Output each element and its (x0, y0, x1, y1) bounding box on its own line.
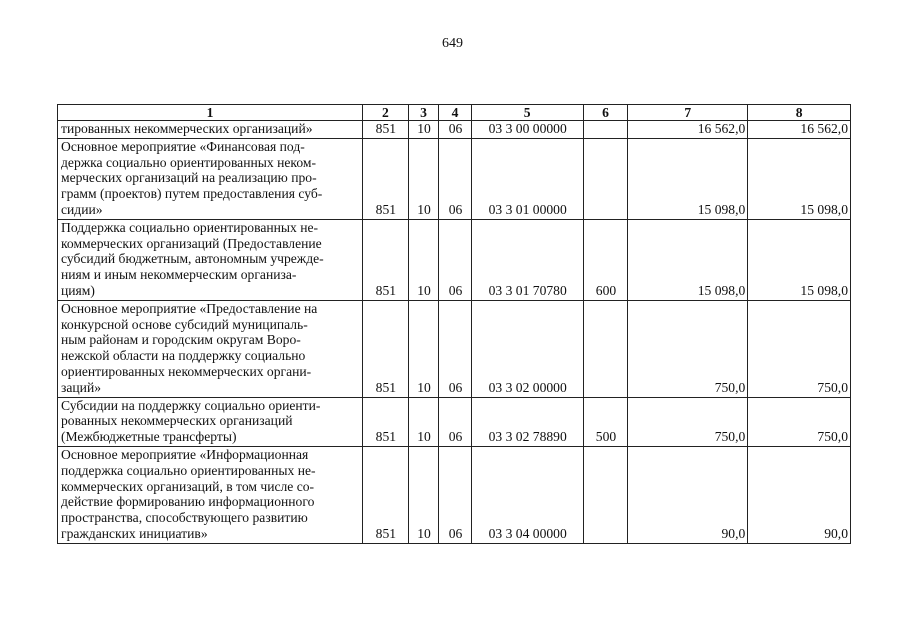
row-name-text: Поддержка социально ориентированных не- коммерческих организаций (Предоставление субсидий бюджетным, автономным учрежде- ниям и иным некоммерческим организа- циям) (61, 219, 324, 298)
header-cell-7: 7 (628, 105, 748, 121)
row-name (58, 397, 363, 446)
section-code: 10 (408, 397, 439, 446)
amount-col8: 90,0 (748, 446, 851, 543)
amount-col8: 15 098,0 (748, 138, 851, 219)
header-cell-8: 8 (748, 105, 851, 121)
amount-col7: 16 562,0 (628, 121, 748, 139)
expense-type-code (583, 300, 628, 397)
section-code: 10 (408, 219, 439, 300)
target-item-code: 03 3 01 70780 (471, 219, 583, 300)
expense-type-code (583, 138, 628, 219)
ministry-code: 851 (363, 138, 409, 219)
amount-col7: 750,0 (628, 397, 748, 446)
page-number: 649 (442, 36, 463, 51)
row-name (58, 300, 363, 397)
row-name (58, 121, 363, 139)
ministry-code: 851 (363, 397, 409, 446)
ministry-code: 851 (363, 300, 409, 397)
row-name-text: Субсидии на поддержку социально ориенти- рованных некоммерческих организаций (Межбюджетные трансферты) (61, 397, 321, 445)
row-name (58, 219, 363, 300)
table-row (58, 397, 851, 446)
expense-type-code: 600 (583, 219, 628, 300)
section-code: 10 (408, 138, 439, 219)
amount-col7: 90,0 (628, 446, 748, 543)
header-cell-3: 3 (408, 105, 439, 121)
expense-type-code: 500 (583, 397, 628, 446)
section-code: 10 (408, 300, 439, 397)
subsection-code: 06 (439, 138, 472, 219)
target-item-code: 03 3 02 00000 (471, 300, 583, 397)
header-cell-1: 1 (58, 105, 363, 121)
section-code: 10 (408, 121, 439, 139)
table-row (58, 219, 851, 300)
budget-table (57, 104, 851, 544)
ministry-code: 851 (363, 446, 409, 543)
table-row (58, 138, 851, 219)
table-row (58, 121, 851, 139)
amount-col7: 15 098,0 (628, 138, 748, 219)
amount-col8: 750,0 (748, 397, 851, 446)
row-name-text: Основное мероприятие «Финансовая под- держка социально ориентированных неком- мерческих организаций на реализацию про- грамм (проектов) путем предоставления суб- сидии» (61, 138, 323, 217)
header-cell-2: 2 (363, 105, 409, 121)
subsection-code: 06 (439, 219, 472, 300)
target-item-code: 03 3 04 00000 (471, 446, 583, 543)
expense-type-code (583, 446, 628, 543)
amount-col7: 750,0 (628, 300, 748, 397)
ministry-code: 851 (363, 219, 409, 300)
amount-col8: 15 098,0 (748, 219, 851, 300)
row-name-text: Основное мероприятие «Информационная поддержка социально ориентированных не- коммерческих организаций, в том числе со- действие формированию информационного пространства, способствующего развитию гражданских инициатив» (61, 446, 316, 541)
ministry-code: 851 (363, 121, 409, 139)
subsection-code: 06 (439, 446, 472, 543)
row-name (58, 138, 363, 219)
target-item-code: 03 3 00 00000 (471, 121, 583, 139)
header-cell-4: 4 (439, 105, 472, 121)
amount-col8: 750,0 (748, 300, 851, 397)
table-row (58, 300, 851, 397)
subsection-code: 06 (439, 300, 472, 397)
row-name (58, 446, 363, 543)
header-cell-6: 6 (583, 105, 628, 121)
target-item-code: 03 3 02 78890 (471, 397, 583, 446)
subsection-code: 06 (439, 121, 472, 139)
row-name-text: тированных некоммерческих организаций» (61, 121, 313, 136)
header-cell-5: 5 (471, 105, 583, 121)
subsection-code: 06 (439, 397, 472, 446)
row-name-text: Основное мероприятие «Предоставление на конкурсной основе субсидий муниципаль- ным районам и городским округам Воро- нежской области на поддержку социально ориентированных некоммерческих органи- заций» (61, 300, 318, 395)
amount-col7: 15 098,0 (628, 219, 748, 300)
amount-col8: 16 562,0 (748, 121, 851, 139)
target-item-code: 03 3 01 00000 (471, 138, 583, 219)
section-code: 10 (408, 446, 439, 543)
expense-type-code (583, 121, 628, 139)
header-row (58, 105, 851, 121)
table-row (58, 446, 851, 543)
